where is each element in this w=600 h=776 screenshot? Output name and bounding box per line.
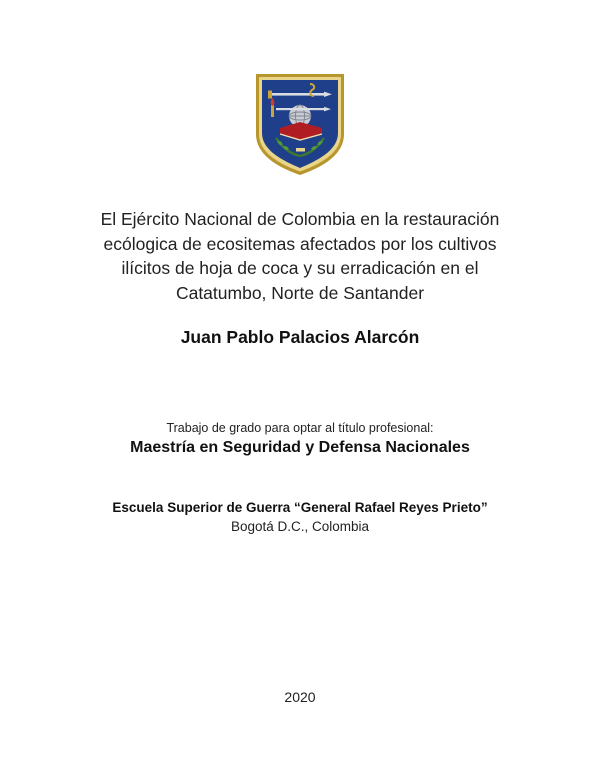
degree-name: Maestría en Seguridad y Defensa Nacionales [130,439,470,456]
degree-intro: Trabajo de grado para optar al título profesional: [166,421,434,435]
title-line: El Ejército Nacional de Colombia en la restauración [100,209,500,229]
thesis-title [0,207,600,305]
author-name: Juan Pablo Palacios Alarcón [180,327,420,347]
publication-year: 2020 [284,689,316,705]
title-line: ecólogica de ecositemas afectados por los cultivos [103,233,497,254]
city-location: Bogotá D.C., Colombia [230,519,370,534]
school-name: Escuela Superior de Guerra “General Rafael Reyes Prieto” [112,500,488,515]
crest-emblem-icon [254,72,346,176]
title-line: ilícitos de hoja de coca y su erradicación en el [121,258,479,278]
title-line: Catatumbo, Norte de Santander [175,282,425,303]
